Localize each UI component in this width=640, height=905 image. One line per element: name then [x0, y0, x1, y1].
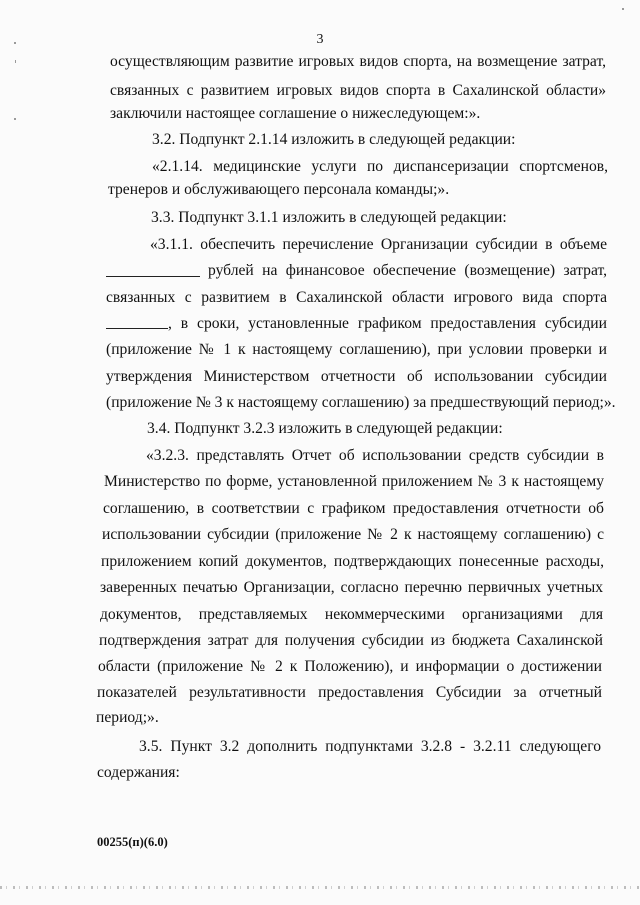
text-line: (приложение № 3 к настоящему соглашению) за предшествующий период;». [106, 394, 616, 411]
text-line: осуществляющим развитие игровых видов спорта, на возмещение затрат, [110, 53, 606, 70]
text-line: 3.5. Пункт 3.2 дополнить подпунктами 3.2.8 - 3.2.11 следующего [139, 738, 601, 755]
text-line: области (приложение № 2 к Положению), и информации о достижении [98, 658, 602, 675]
text-line: подтверждения затрат для получения субсидии из бюджета Сахалинской [99, 632, 603, 649]
scan-speck [14, 118, 16, 120]
text-line: период;». [96, 709, 159, 726]
scan-speck [622, 8, 624, 10]
text-line: заверенных печатью Организации, согласно перечню первичных учетных [100, 579, 603, 596]
page-number: 3 [316, 32, 324, 47]
text-line: связанных с развитием в Сахалинской области игрового вида спорта [106, 289, 607, 306]
text-line: 3.3. Подпункт 3.1.1 изложить в следующей редакции: [151, 209, 507, 226]
text-line: документов, представляемых некоммерческими организациями для [100, 606, 603, 623]
text-line: тренеров и обслуживающего персонала команды;». [108, 181, 450, 198]
document-code: 00255(п)(6.0) [97, 835, 168, 849]
text-line: «3.1.1. обеспечить перечисление Организации субсидии в объеме [150, 236, 607, 253]
text-line: утверждения Министерством отчетности об использовании субсидии [106, 368, 607, 385]
text-line: содержания: [97, 764, 180, 781]
blank-field-amount [106, 263, 200, 277]
scan-edge-noise [0, 886, 640, 889]
text-line: приложением копий документов, подтверждающих понесенные расходы, [101, 553, 604, 570]
scan-speck [14, 42, 16, 44]
text-line: «3.2.3. представлять Отчет об использовании средств субсидии в [146, 447, 604, 464]
text-line: использовании субсидии (приложение № 2 к настоящему соглашению) с [102, 526, 604, 543]
scan-speck [15, 60, 16, 63]
blank-field-sport [106, 315, 168, 329]
text-line: соглашению, в соответствии с графиком предоставления отчетности об [103, 500, 604, 517]
text-line: 3.2. Подпункт 2.1.14 изложить в следующей редакции: [152, 131, 516, 148]
text-line: «2.1.14. медицинские услуги по диспансеризации спортсменов, [152, 158, 608, 175]
text-line: 3.4. Подпункт 3.2.3 изложить в следующей редакции: [147, 420, 503, 437]
text-line: , в сроки, установленные графиком предоставления субсидии [168, 315, 607, 332]
text-line: связанных с развитием игровых видов спорта в Сахалинской области» [110, 82, 606, 99]
text-line: Министерство по форме, установленной приложением № 3 к настоящему [104, 473, 604, 490]
text-line: показателей результативности предоставления Субсидии за отчетный [97, 684, 602, 701]
text-line: рублей на финансовое обеспечение (возмещение) затрат, [208, 262, 607, 279]
text-line: заключили настоящее соглашение о нижеследующем:». [110, 105, 481, 122]
text-line: (приложение № 1 к настоящему соглашению), при условии проверки и [106, 341, 607, 358]
